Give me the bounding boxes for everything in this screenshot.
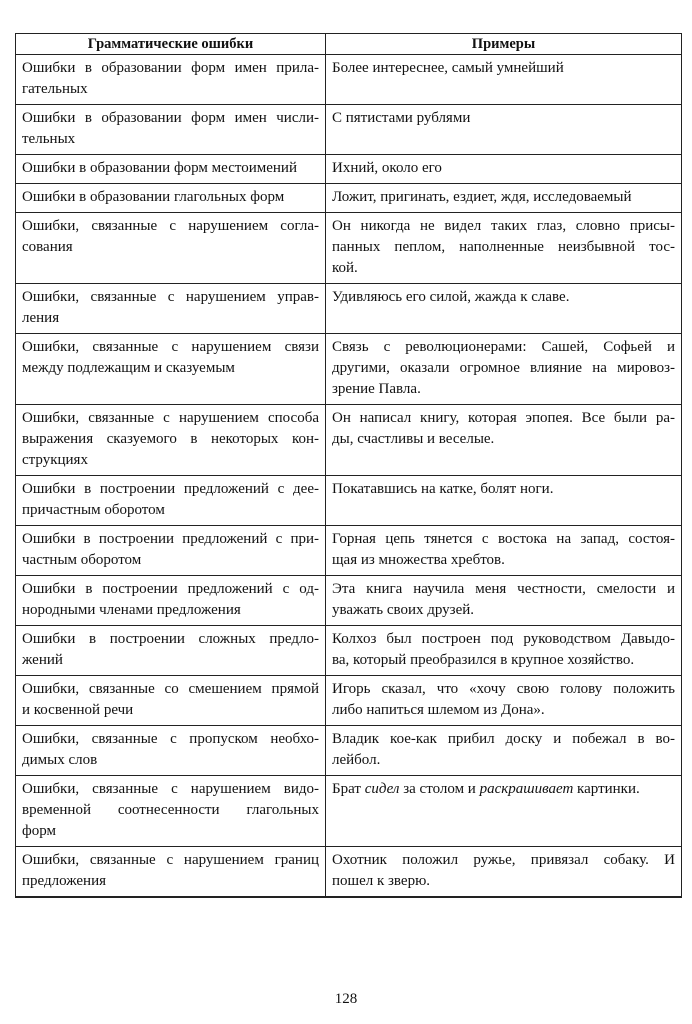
text-line: нородными членами предложения [22,602,241,618]
text-line [332,779,675,800]
text-line: зрение Павла. [332,381,421,397]
text-segment: за столом и [399,781,480,797]
text-line: гательных [22,81,88,97]
page-number: 128 [334,991,358,1007]
example-cell [326,405,681,475]
error-type-cell [16,847,326,896]
error-type-cell [16,213,326,283]
text-line: Ложит, пригинать, ездиет, ждя, исследоваемый [332,189,632,205]
text-line: Более интереснее, самый умнейший [332,60,564,76]
error-type-cell [16,105,326,154]
example-cell [326,334,681,404]
text-line: ления [22,310,60,326]
text-line: Ошибки в образовании форм местоимений [22,160,297,176]
table-row [16,183,681,212]
example-cell [326,776,681,846]
header-examples: Примеры [471,36,536,52]
error-type-cell [16,405,326,475]
table-row [16,846,681,896]
error-type-cell [16,726,326,775]
example-cell [326,55,681,104]
text-line: Ошибки, связанные с нарушением согла- [22,218,319,234]
example-cell [326,576,681,625]
text-line: Охотник положил ружье, привязал собаку. И [332,852,675,868]
table-row [16,104,681,154]
example-cell [326,847,681,896]
text-line: Ошибки в построении предложений с при- [22,531,319,547]
text-line: ды, счастливы и веселые. [332,431,495,447]
text-line: жений [22,652,63,668]
error-type-cell [16,776,326,846]
table-row [16,575,681,625]
error-type-cell [16,184,326,212]
example-cell [326,726,681,775]
table-row [16,283,681,333]
example-cell [326,105,681,154]
text-segment: Брат [332,781,365,797]
text-line: Ошибки в построении предложений с дее- [22,481,319,497]
text-line: димых слов [22,752,98,768]
text-line: уважать своих друзей. [332,602,475,618]
text-line: лейбол. [332,752,381,768]
table-row [16,525,681,575]
table-row [16,212,681,283]
text-line: С пятистами рублями [332,110,471,126]
text-line: между подлежащим и сказуемым [22,360,235,376]
example-cell [326,155,681,183]
text-line: щая из множества хребтов. [332,552,505,568]
example-cell [326,476,681,525]
table-row [16,54,681,104]
table-row [16,675,681,725]
text-line: ва, который преобразился в крупное хозяйство. [332,652,635,668]
text-line: частным оборотом [22,552,142,568]
text-line: Ошибки, связанные с нарушением управ- [22,289,319,305]
error-type-cell [16,526,326,575]
error-type-cell [16,334,326,404]
text-line: Ошибки в образовании глагольных форм [22,189,285,205]
text-line: причастным оборотом [22,502,165,518]
text-line: кой. [332,260,358,276]
text-line: Связь с революционерами: Сашей, Софьей и [332,339,675,355]
error-type-cell [16,476,326,525]
text-line: Он написал книгу, которая эпопея. Все были ра- [332,410,675,426]
text-line: выражения сказуемого в некоторых кон- [22,431,319,447]
table-row [16,475,681,525]
text-line: Горная цепь тянется с востока на запад, состоя- [332,531,675,547]
text-line: Ошибки, связанные с нарушением границ [22,852,319,868]
table-header-row [16,34,681,54]
text-line: Ошибки в построении предложений с од- [22,581,319,597]
text-line: тельных [22,131,76,147]
text-line: Ошибки в образовании форм имен числи- [22,110,319,126]
text-line: временной соотнесенности глагольных [22,802,319,818]
text-line: Ихний, около его [332,160,442,176]
text-line: Удивляюсь его силой, жажда к славе. [332,289,570,305]
text-line: Ошибки, связанные со смешением прямой [22,681,319,697]
italic-text: сидел [364,781,400,797]
text-line: Ошибки, связанные с нарушением связи [22,339,319,355]
text-line: Ошибки, связанные с пропуском необхо- [22,731,319,747]
table-row [16,625,681,675]
error-type-cell [16,284,326,333]
text-line: Владик кое-как прибил доску и побежал в во- [332,731,675,747]
text-line: пошел к зверю. [332,873,431,889]
text-line: Ошибки в построении сложных предло- [22,631,319,647]
example-cell [326,184,681,212]
example-cell [326,676,681,725]
table-row [16,404,681,475]
text-line: Он никогда не видел таких глаз, словно присы- [332,218,675,234]
text-segment: картинки. [573,781,640,797]
text-line: другими, оказали огромное влияние на мировоз- [332,360,675,376]
text-line: панных пеплом, наполненные неизбывной тос- [332,239,675,255]
grammar-errors-table [15,33,682,898]
header-grammar-errors: Грамматические ошибки [16,34,326,54]
text-line: Ошибки в образовании форм имен прила- [22,60,319,76]
error-type-cell [16,155,326,183]
text-line: Ошибки, связанные с нарушением способа [22,410,319,426]
error-type-cell [16,676,326,725]
text-line: и косвенной речи [22,702,134,718]
text-line: Эта книга научила меня честности, смелости и [332,581,675,597]
table-row [16,725,681,775]
table-row [16,775,681,846]
text-line: либо напиться шлемом из Дона». [332,702,545,718]
table-body [16,54,681,896]
text-line: Покатавшись на катке, болят ноги. [332,481,554,497]
table-row [16,154,681,183]
error-type-cell [16,626,326,675]
text-line: сования [22,239,73,255]
italic-text: раскрашивает [479,781,574,797]
table-row [16,333,681,404]
text-line: Игорь сказал, что «хочу свою голову положить [332,681,675,697]
text-line: форм [22,823,56,839]
error-type-cell [16,55,326,104]
error-type-cell [16,576,326,625]
example-cell [326,626,681,675]
text-line: предложения [22,873,107,889]
example-cell [326,284,681,333]
example-cell [326,526,681,575]
text-line: струкциях [22,452,88,468]
example-cell [326,213,681,283]
text-line: Ошибки, связанные с нарушением видо- [22,781,319,797]
text-line: Колхоз был построен под руководством Давыдо- [332,631,675,647]
